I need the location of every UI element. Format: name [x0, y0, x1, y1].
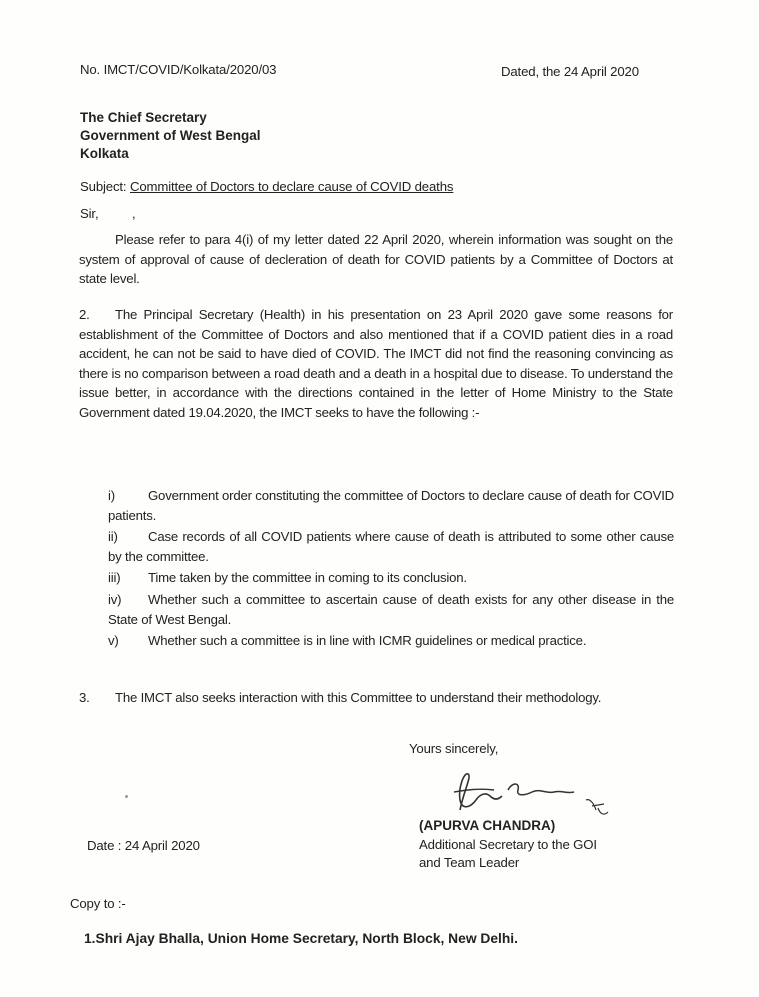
- list-item-4-numeral: iv): [108, 592, 122, 607]
- paragraph-1: Please refer to para 4(i) of my letter dated 22 April 2020, wherein information was sought on the system of approval of cause of decleration of death for COVID patients by a Committee of Doctors at state level.: [79, 232, 673, 287]
- recipient-city: Kolkata: [80, 146, 129, 161]
- letter-date: Dated, the 24 April 2020: [501, 64, 639, 79]
- recipient-organization: Government of West Bengal: [80, 128, 261, 143]
- paragraph-3: [79, 688, 673, 708]
- list-item-2: [108, 527, 674, 566]
- signatory-designation: Additional Secretary to the GOI: [419, 837, 597, 852]
- list-item-3-numeral: iii): [108, 570, 121, 585]
- recipient-title: The Chief Secretary: [80, 110, 207, 125]
- list-item-3-text: Time taken by the committee in coming to its conclusion.: [148, 570, 467, 585]
- list-item-1-numeral: i): [108, 488, 115, 503]
- list-item-1-text: Government order constituting the committee of Doctors to declare cause of death for COVID patients.: [108, 488, 674, 523]
- signatory-role: and Team Leader: [419, 855, 520, 870]
- speck-mark: [125, 795, 128, 798]
- subject-label: Subject:: [80, 179, 127, 194]
- list-item-3: [108, 568, 674, 588]
- paragraph-2-text: The Principal Secretary (Health) in his presentation on 23 April 2020 gave some reasons for establishment of the Committee of Doctors and also mentioned that if a COVID patient dies in a road accident, he can not be said to have died of COVID. The IMCT did not find the reasoning convincing as there is no comparison between a road death and a death in a hospital due to disease. To understand the issue better, in accordance with the directions contained in the letter of Home Ministry to the State Government dated 19.04.2020, the IMCT seeks to have the following :-: [79, 307, 673, 420]
- paragraph-3-text: The IMCT also seeks interaction with this Committee to understand their methodology.: [115, 690, 602, 705]
- list-item-4-text: Whether such a committee to ascertain cause of death exists for any other disease in the State of West Bengal.: [108, 592, 674, 627]
- copy-to-label: Copy to :-: [70, 896, 126, 911]
- copy-recipient: 1.Shri Ajay Bhalla, Union Home Secretary, North Block, New Delhi.: [84, 931, 518, 946]
- paragraph-2: [79, 305, 673, 423]
- list-item-5-numeral: v): [108, 633, 119, 648]
- subject-text: Committee of Doctors to declare cause of COVID deaths: [129, 179, 454, 194]
- list-item-2-text: Case records of all COVID patients where cause of death is attributed to some other cause by the committee.: [108, 529, 674, 564]
- paragraph-3-number: 3.: [79, 690, 90, 705]
- list-item-4: [108, 590, 674, 629]
- list-item-2-numeral: ii): [108, 529, 118, 544]
- list-item-5: [108, 631, 674, 651]
- bottom-date: Date : 24 April 2020: [87, 838, 200, 853]
- list-item-5-text: Whether such a committee is in line with ICMR guidelines or medical practice.: [148, 633, 587, 648]
- closing: Yours sincerely,: [409, 741, 499, 756]
- salutation: Sir,: [80, 206, 99, 221]
- reference-number: No. IMCT/COVID/Kolkata/2020/03: [80, 62, 277, 77]
- list-item-1: [108, 486, 674, 525]
- paragraph-2-number: 2.: [79, 307, 90, 322]
- subject-line: [80, 179, 453, 194]
- signatory-name: (APURVA CHANDRA): [419, 818, 556, 833]
- salutation-mark: ,: [132, 206, 136, 221]
